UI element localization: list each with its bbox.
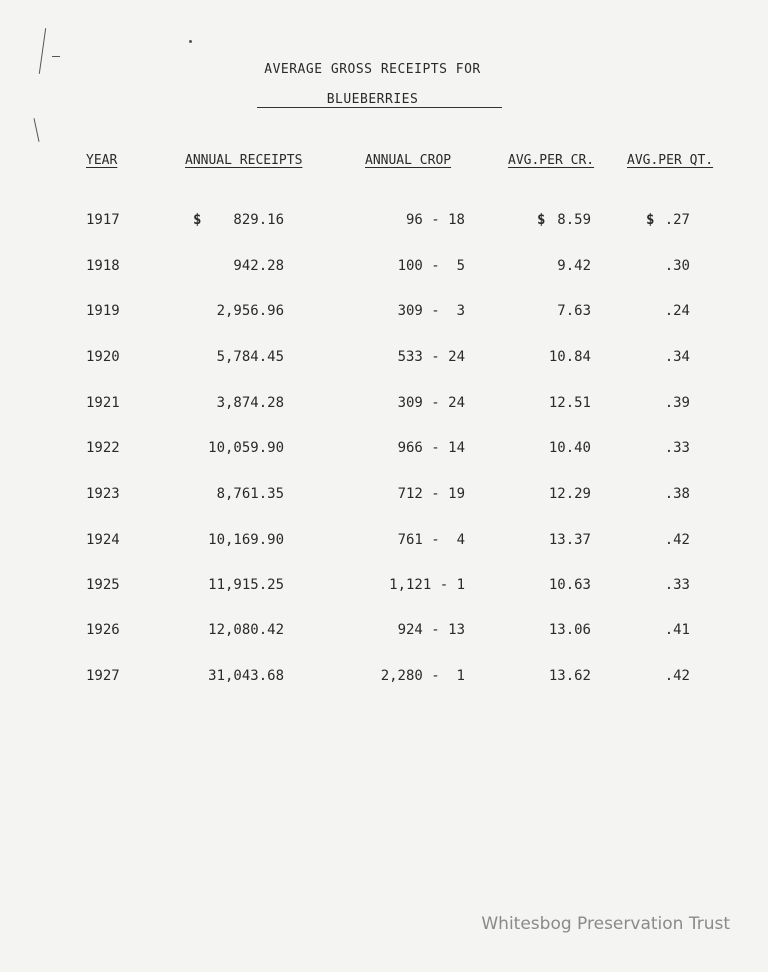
receipts-cell: 829.16 [233,212,284,228]
dollar-sign: $ [646,212,655,228]
receipts-cell: 11,915.25 [208,577,284,593]
crop-cell: 309 - 3 [397,303,465,319]
avg-per-qt-cell: .30 [664,258,690,274]
table-row [0,258,768,278]
avg-per-cr-cell: 8.59 [557,212,591,228]
avg-per-cr-cell: 10.40 [548,440,591,456]
crop-cell: 1,121 - 1 [389,577,465,593]
avg-per-qt-cell: .41 [664,622,690,638]
avg-per-cr-cell: 13.62 [548,668,591,684]
table-row [0,622,768,642]
avg-per-qt-cell: .39 [664,395,690,411]
receipts-cell: 31,043.68 [208,668,284,684]
year-cell: 1927 [86,668,120,684]
crop-cell: 712 - 19 [397,486,465,502]
table-row [0,668,768,688]
avg-per-qt-cell: .33 [664,440,690,456]
receipts-cell: 942.28 [233,258,284,274]
avg-per-qt-cell: .33 [664,577,690,593]
table-row [0,486,768,506]
pencil-mark [52,56,60,57]
table-row [0,440,768,460]
receipts-cell: 10,059.90 [208,440,284,456]
crop-cell: 100 - 5 [397,258,465,274]
table-row [0,303,768,323]
avg-per-cr-cell: 13.06 [548,622,591,638]
receipts-cell: 3,874.28 [216,395,284,411]
avg-per-qt-cell: .38 [664,486,690,502]
table-row [0,212,768,232]
avg-per-cr-cell: 12.51 [548,395,591,411]
year-cell: 1917 [86,212,120,228]
avg-per-cr-cell: 9.42 [557,258,591,274]
receipts-cell: 12,080.42 [208,622,284,638]
table-row [0,532,768,552]
year-cell: 1921 [86,395,120,411]
table-row [0,395,768,415]
header-avg-per-cr: AVG.PER CR. [508,153,595,168]
avg-per-qt-cell: .42 [664,532,690,548]
avg-per-cr-cell: 10.84 [548,349,591,365]
year-cell: 1922 [86,440,120,456]
year-cell: 1925 [86,577,120,593]
header-avg-per-qt: AVG.PER QT. [627,153,714,168]
page-subtitle: BLUEBERRIES [326,92,419,107]
dollar-sign: $ [193,212,202,228]
header-annual-crop: ANNUAL CROP [365,153,452,168]
crop-cell: 533 - 24 [397,349,465,365]
ink-dot [189,40,192,43]
avg-per-cr-cell: 12.29 [548,486,591,502]
page-title: AVERAGE GROSS RECEIPTS FOR [264,62,481,77]
avg-per-cr-cell: 13.37 [548,532,591,548]
crop-cell: 761 - 4 [397,532,465,548]
receipts-cell: 2,956.96 [216,303,284,319]
crop-cell: 309 - 24 [397,395,465,411]
avg-per-cr-cell: 10.63 [548,577,591,593]
year-cell: 1926 [86,622,120,638]
crop-cell: 966 - 14 [397,440,465,456]
avg-per-qt-cell: .42 [664,668,690,684]
receipts-cell: 10,169.90 [208,532,284,548]
receipts-cell: 8,761.35 [216,486,284,502]
pencil-mark [34,118,40,142]
avg-per-qt-cell: .34 [664,349,690,365]
year-cell: 1924 [86,532,120,548]
crop-cell: 2,280 - 1 [380,668,465,684]
header-year: YEAR [86,153,118,168]
avg-per-qt-cell: .24 [664,303,690,319]
year-cell: 1923 [86,486,120,502]
year-cell: 1920 [86,349,120,365]
crop-cell: 96 - 18 [405,212,465,228]
watermark: Whitesbog Preservation Trust [481,914,730,934]
avg-per-cr-cell: 7.63 [557,303,591,319]
year-cell: 1918 [86,258,120,274]
title-underline [257,107,502,108]
year-cell: 1919 [86,303,120,319]
avg-per-qt-cell: .27 [664,212,690,228]
table-row [0,577,768,597]
crop-cell: 924 - 13 [397,622,465,638]
header-annual-receipts: ANNUAL RECEIPTS [185,153,303,168]
receipts-cell: 5,784.45 [216,349,284,365]
dollar-sign: $ [537,212,546,228]
table-row [0,349,768,369]
